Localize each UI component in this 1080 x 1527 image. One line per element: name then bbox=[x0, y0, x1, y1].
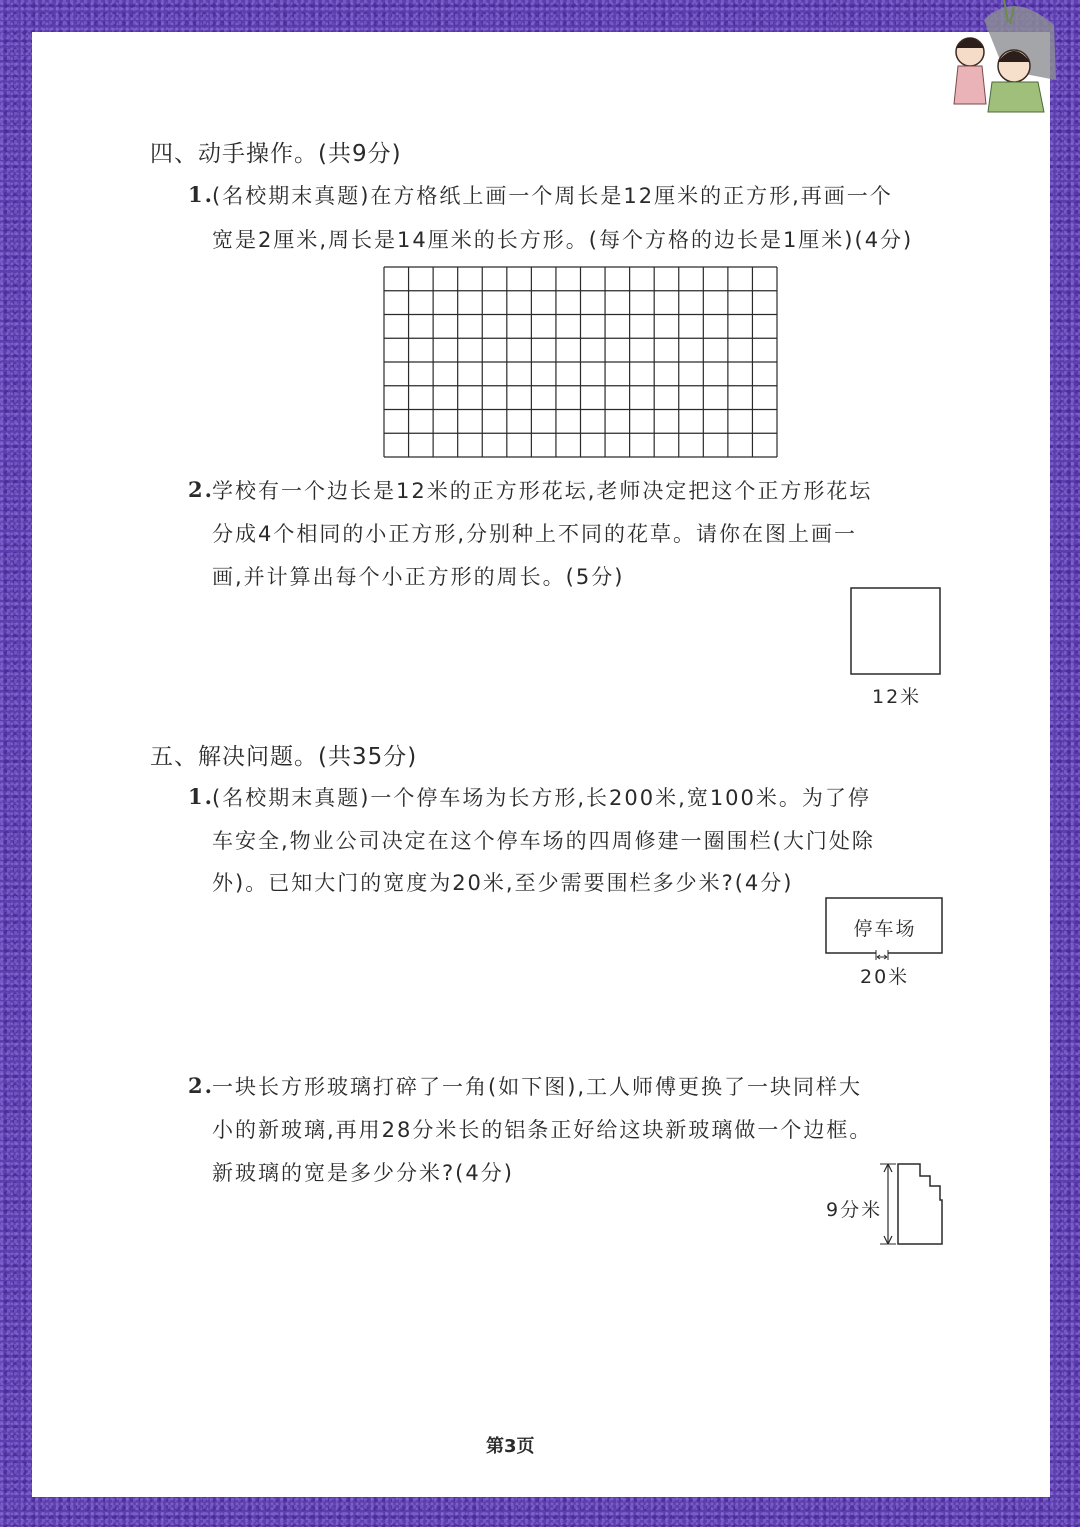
question-text-line: 一块长方形玻璃打碎了一角(如下图),工人师傅更换了一块同样大 bbox=[212, 1075, 863, 1099]
question-text-line: 画,并计算出每个小正方形的周长。(5分) bbox=[212, 565, 625, 589]
figure-label: 9分米 bbox=[826, 1199, 883, 1221]
figure-label: 12米 bbox=[872, 686, 922, 708]
page-number: 第3页 bbox=[486, 1436, 535, 1457]
question-text-line: 分成4个相同的小正方形,分别种上不同的花草。请你在图上画一 bbox=[212, 522, 858, 546]
section-4-title: 四、动手操作。(共9分) bbox=[150, 141, 402, 167]
question-text-line: 学校有一个边长是12米的正方形花坛,老师决定把这个正方形花坛 bbox=[212, 479, 873, 503]
question-text-line: 新玻璃的宽是多少分米?(4分) bbox=[212, 1161, 514, 1185]
parking-lot-label: 停车场 bbox=[853, 918, 917, 940]
question-text-line: 宽是2厘米,周长是14厘米的长方形。(每个方格的边长是1厘米)(4分) bbox=[212, 228, 914, 252]
question-number: 2. bbox=[188, 477, 214, 502]
question-text-line: (名校期末真题)一个停车场为长方形,长200米,宽100米。为了停 bbox=[212, 786, 871, 810]
flower-bed-square-figure[interactable] bbox=[850, 587, 942, 677]
figure-label: 20米 bbox=[860, 966, 910, 988]
question-number: 2. bbox=[188, 1073, 214, 1098]
question-number: 1. bbox=[188, 784, 214, 809]
question-text-line: (名校期末真题)在方格纸上画一个周长是12厘米的正方形,再画一个 bbox=[212, 184, 893, 208]
question-text-line: 外)。已知大门的宽度为20米,至少需要围栏多少米?(4分) bbox=[212, 871, 794, 895]
question-number: 1. bbox=[188, 182, 214, 207]
question-text-line: 车安全,物业公司决定在这个停车场的四周修建一圈围栏(大门处除 bbox=[212, 829, 875, 853]
question-text-line: 小的新玻璃,再用28分米长的铝条正好给这块新玻璃做一个边框。 bbox=[212, 1118, 873, 1142]
broken-glass-figure bbox=[874, 1160, 946, 1250]
square-grid-paper[interactable] bbox=[383, 266, 778, 458]
section-5-title: 五、解决问题。(共35分) bbox=[150, 744, 418, 770]
children-reading-icon bbox=[944, 0, 1064, 118]
